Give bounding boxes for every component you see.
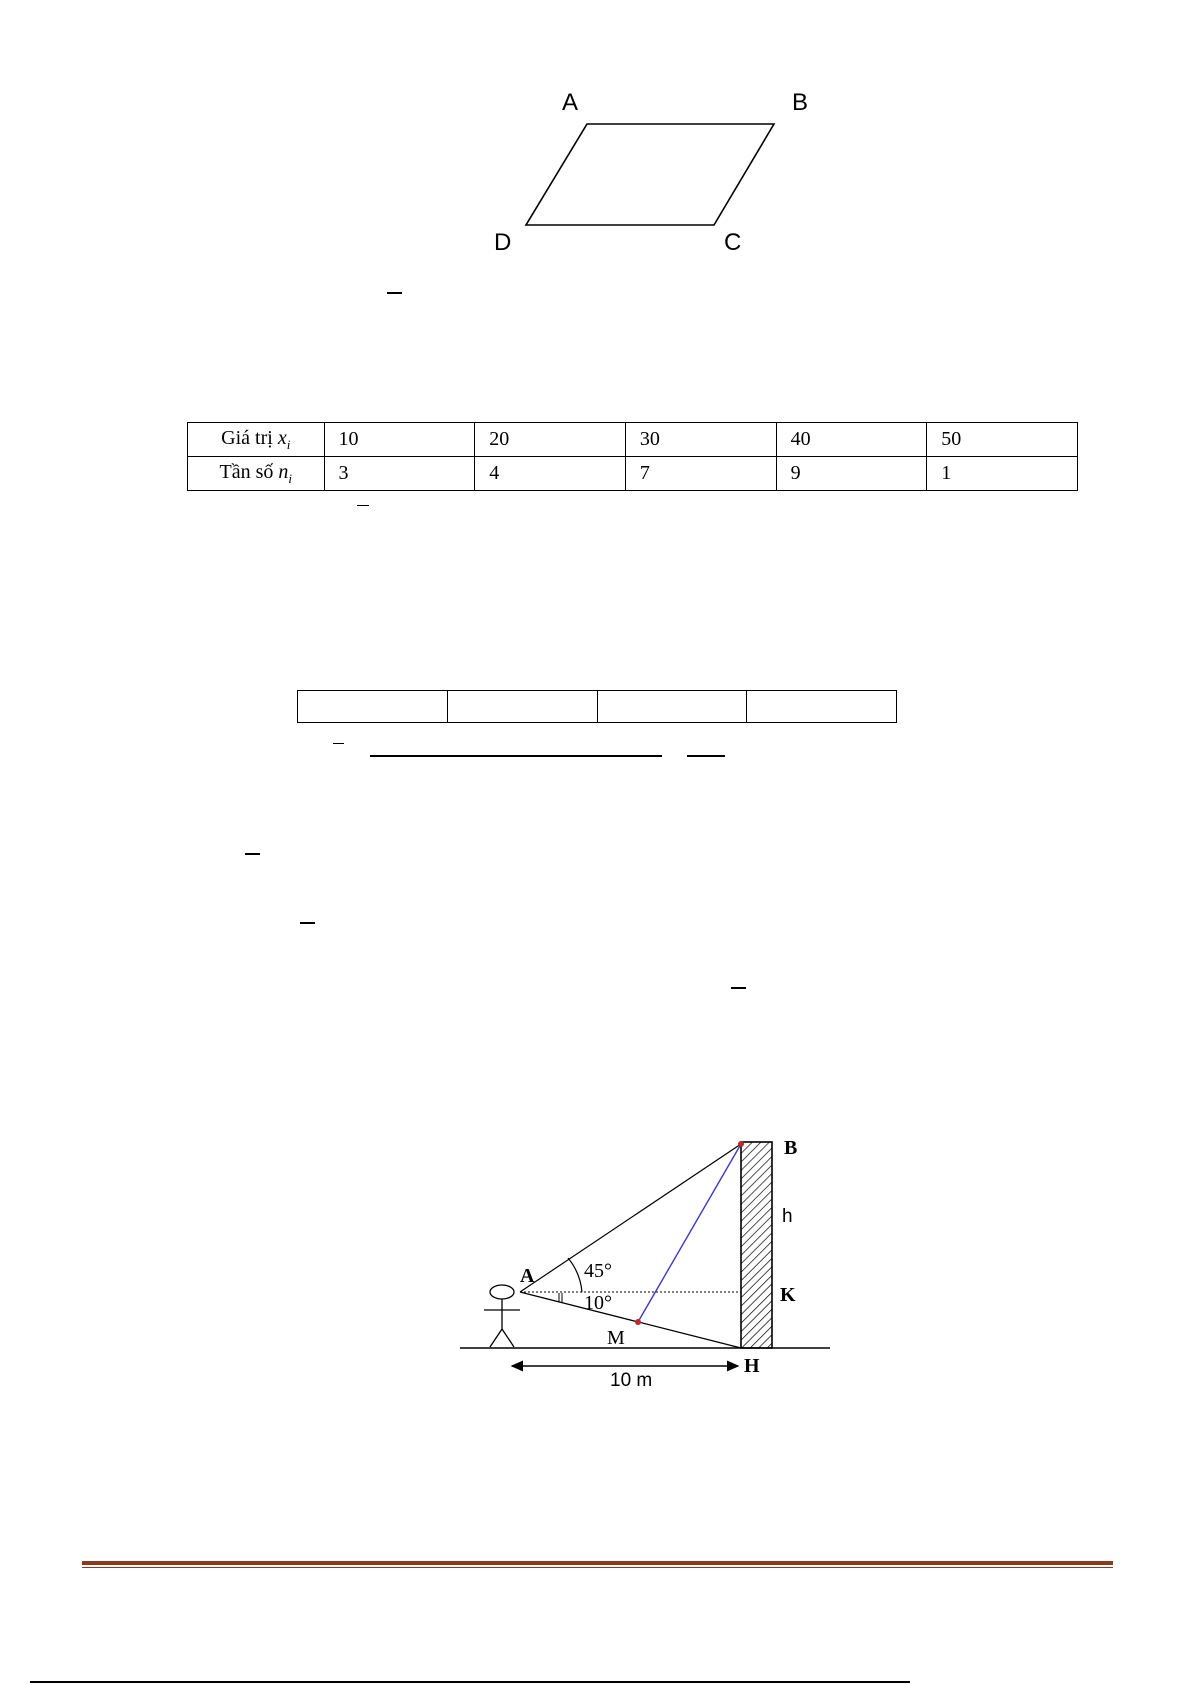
point-label-b: B [784, 1137, 798, 1159]
table-cell: 30 [625, 423, 776, 457]
row-header-label: Tần số [219, 460, 274, 483]
table-cell: 9 [776, 457, 927, 491]
vertex-label-a: A [562, 89, 579, 116]
fraction-line [687, 755, 725, 757]
table-row-values [188, 423, 1078, 457]
table-cell: 40 [776, 423, 927, 457]
point-label-a: A [520, 1265, 535, 1287]
height-label: h [782, 1206, 793, 1227]
variable-symbol: x [277, 426, 287, 449]
frequency-table [187, 422, 1078, 491]
footer-rule-thin [82, 1567, 1113, 1568]
parallelogram-shape [526, 124, 774, 225]
row-header-values [188, 423, 325, 457]
footer-rule [82, 1561, 1113, 1565]
mean-bar-mark [387, 292, 402, 294]
table-cell: 3 [324, 457, 475, 491]
point-m [635, 1319, 641, 1325]
point-label-k: K [780, 1284, 796, 1306]
table-cell [298, 691, 448, 723]
mean-bar-mark [300, 922, 315, 924]
point-b [738, 1141, 744, 1147]
table-cell: 1 [927, 457, 1078, 491]
table-cell: 7 [625, 457, 776, 491]
bottom-rule [30, 1681, 910, 1683]
variable-subscript: i [288, 470, 293, 486]
table-cell: 10 [324, 423, 475, 457]
parallelogram-figure [470, 80, 830, 260]
segment-mb [638, 1144, 741, 1322]
variable-subscript: i [286, 436, 291, 452]
table-cell: 50 [927, 423, 1078, 457]
mean-bar-mark [731, 987, 746, 989]
table-cell [747, 691, 897, 723]
wall [741, 1142, 772, 1348]
angle-label-lower: 10° [584, 1292, 612, 1314]
empty-table [297, 690, 897, 723]
variable-symbol: n [278, 460, 289, 483]
distance-label: 10 m [610, 1370, 653, 1391]
row-header-label: Giá trị [221, 426, 273, 449]
sight-line-ah [520, 1292, 741, 1348]
row-header-frequencies [188, 457, 325, 491]
vertex-label-b: B [792, 89, 809, 116]
observer-figure [484, 1285, 520, 1347]
mean-bar-mark [245, 853, 260, 855]
angle-label-upper: 45° [584, 1260, 612, 1282]
table-row-frequencies [188, 457, 1078, 491]
vertex-label-c: C [724, 229, 742, 256]
table-cell: 4 [475, 457, 626, 491]
table-row [298, 691, 897, 723]
height-measurement-figure [450, 1130, 840, 1400]
sight-line-ab [520, 1144, 741, 1292]
fraction-line [370, 755, 662, 757]
table-cell [447, 691, 597, 723]
mean-bar-mark [357, 505, 369, 506]
angle-arc-45 [568, 1258, 582, 1292]
table-cell [597, 691, 747, 723]
mean-bar-mark [333, 743, 344, 744]
table-cell: 20 [475, 423, 626, 457]
vertex-label-d: D [494, 229, 512, 256]
point-label-h: H [744, 1355, 760, 1377]
point-label-m: M [607, 1327, 625, 1349]
